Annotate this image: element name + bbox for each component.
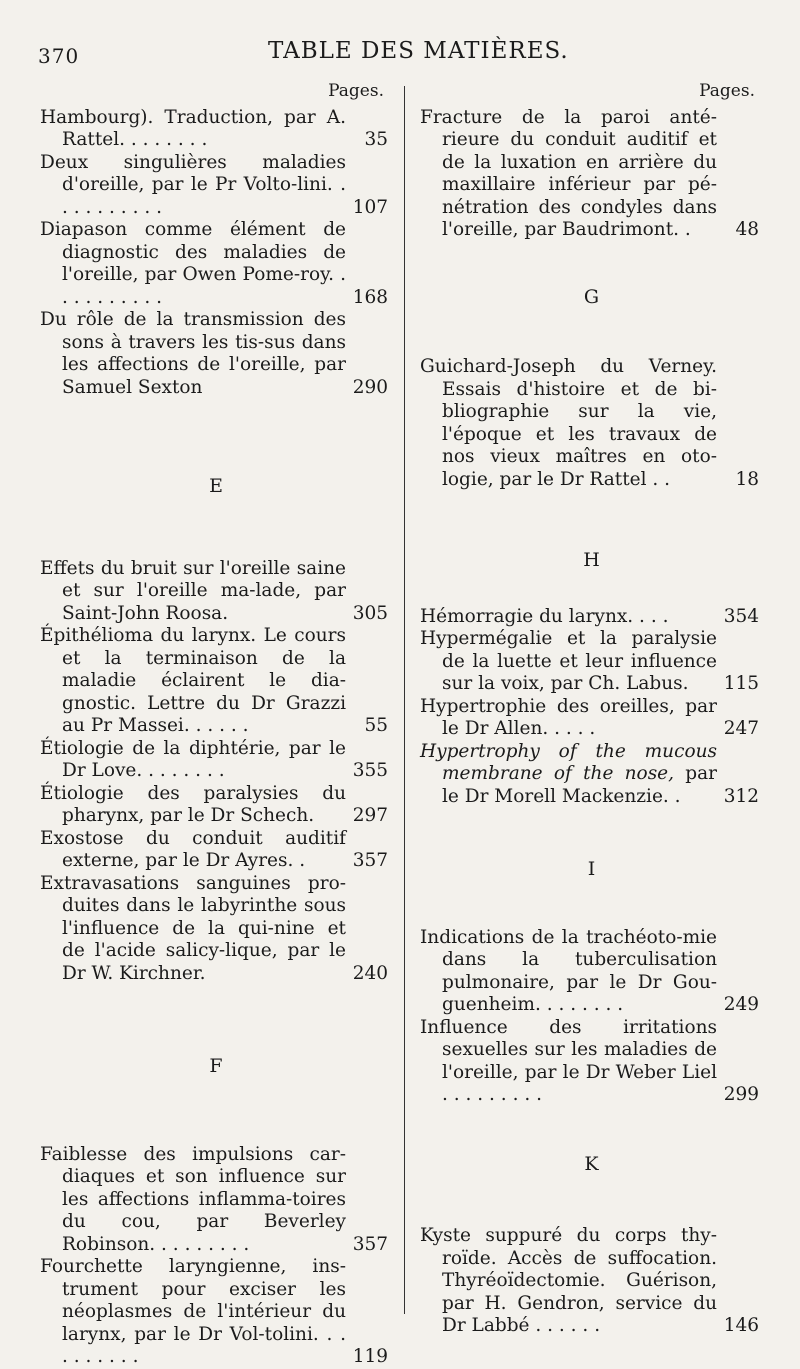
- index-entry: [40, 828, 392, 873]
- index-entry: [420, 606, 763, 629]
- entry-author: par le Dr Morell Mackenzie. .: [442, 763, 717, 807]
- entry-text: Influence des irritations sexuelles sur les maladies de l'oreille, par le Dr Weber Liel . . . . . . . . .: [420, 1016, 717, 1105]
- entry-text: Étiologie des paralysies du pharynx, par le Dr Schech.: [40, 782, 346, 826]
- entry-page: 357: [352, 850, 388, 871]
- entry-text: Faiblesse des impulsions car-diaques et son influence sur les affections inflamma-toires du cou, par Beverley Robinson. . . . . . . . .: [40, 1143, 346, 1255]
- index-entry: [40, 873, 392, 986]
- entry-page: 168: [352, 286, 388, 308]
- entry-text: Fourchette laryngienne, ins-trument pour exciser les néoplasmes de l'intérieur du larynx, par le Dr Vol-tolini. . . . . . . . . .: [40, 1256, 346, 1367]
- entry-page: 55: [364, 715, 388, 736]
- page-header: [38, 38, 778, 78]
- entry-page: 312: [723, 785, 759, 807]
- index-entry: [40, 309, 392, 399]
- entry-page: 299: [723, 1084, 759, 1105]
- entry-page: 35: [364, 129, 388, 150]
- index-entry: [40, 738, 392, 783]
- index-entry: [40, 219, 392, 309]
- entry-page: 146: [723, 1315, 759, 1336]
- index-entry: [40, 558, 392, 626]
- entry-page: 119: [352, 1346, 388, 1367]
- section-letter-g: G: [583, 285, 600, 308]
- entry-text: Effets du bruit sur l'oreille saine et sur l'oreille ma-lade, par Saint-John Roosa.: [40, 557, 346, 624]
- entry-page: 107: [352, 196, 388, 218]
- right-column: [420, 80, 763, 1336]
- index-entry: [40, 152, 392, 220]
- entry-page: 240: [352, 962, 388, 984]
- index-entry: [40, 1256, 392, 1369]
- entry-text: Kyste suppuré du corps thy-roïde. Accès de suffocation. Thyréoïdectomie. Guérison, par H. Gendron, service du Dr Labbé . . . . . .: [420, 1225, 717, 1336]
- entry-text: Du rôle de la transmission des sons à travers les tis-sus dans les affections de l'oreille, par Samuel Sexton: [40, 309, 346, 398]
- entry-page: 305: [352, 602, 388, 624]
- index-entry: [40, 625, 392, 738]
- index-entry: [40, 1144, 392, 1257]
- column-divider: [404, 86, 405, 1314]
- entry-text: Épithélioma du larynx. Le cours et la terminaison de la maladie éclairent le dia-gnostic. Lettre du Dr Grazzi au Pr Massei. . . . . .: [40, 625, 346, 736]
- entry-text: Hypermégalie et la paralysie de la luette et leur influence sur la voix, par Ch. Labus.: [420, 628, 717, 694]
- index-entry: [420, 356, 763, 491]
- entry-text: Exostose du conduit auditif externe, par le Dr Ayres. .: [40, 827, 346, 871]
- index-entry: [420, 1225, 763, 1338]
- entry-page: 48: [735, 219, 759, 240]
- entry-page: 357: [352, 1233, 388, 1255]
- index-entry: [420, 741, 763, 809]
- section-letter-h: H: [583, 549, 600, 571]
- entry-text: Deux singulières maladies d'oreille, par le Pr Volto-lini. . . . . . . . . . .: [40, 151, 346, 218]
- index-entry: [420, 1017, 763, 1107]
- index-entry: [420, 927, 763, 1017]
- entry-page: 290: [352, 376, 388, 398]
- page-title: TABLE DES MATIÈRES.: [268, 38, 569, 64]
- section-letter-i: I: [587, 858, 596, 880]
- entry-page: 18: [735, 468, 759, 490]
- entry-page: 297: [352, 805, 388, 826]
- section-letter-e: E: [209, 475, 223, 497]
- section-letter-k: K: [584, 1152, 599, 1175]
- index-entry: [420, 696, 763, 741]
- entry-text: Hémorragie du larynx. . . .: [420, 605, 669, 627]
- entry-page: 247: [723, 718, 759, 739]
- entry-text: Indications de la trachéoto-mie dans la tuberculisation pulmonaire, par le Dr Gou-guenheim. . . . . . . .: [420, 926, 717, 1015]
- entry-page: 115: [723, 673, 759, 694]
- entry-page: 355: [352, 760, 388, 781]
- entry-page: 249: [723, 994, 759, 1015]
- entry-italic-title: Hypertrophy of the mucous membrane of the nose,: [420, 740, 717, 784]
- entry-text: Hypertrophie des oreilles, par le Dr Allen. . . . .: [420, 695, 717, 739]
- entry-text: Extravasations sanguines pro-duites dans le labyrinthe sous l'influence de la qui-nine et de l'acide salicy-lique, par le Dr W. Kirchner.: [40, 872, 346, 984]
- index-entry: [40, 107, 392, 152]
- pages-label: Pages.: [699, 81, 755, 101]
- pages-label: Pages.: [328, 81, 384, 101]
- section-letter-f: F: [209, 1055, 223, 1077]
- index-entry: [40, 783, 392, 828]
- page-number: 370: [38, 44, 80, 68]
- entry-page: 354: [723, 605, 759, 627]
- entry-text: Fracture de la paroi anté-rieure du conduit auditif et de la luxation en arrière du maxillaire inférieur par pé-nétration des condyles dans l'oreille, par Baudrimont. .: [420, 106, 717, 240]
- index-entry: [420, 628, 763, 696]
- entry-text: [420, 741, 717, 809]
- entry-text: Étiologie de la diphtérie, par le Dr Love. . . . . . . .: [40, 737, 346, 781]
- left-column: [40, 80, 392, 1367]
- entry-text: Hambourg). Traduction, par A. Rattel. . . . . . . .: [40, 106, 346, 150]
- entry-text: Guichard-Joseph du Verney. Essais d'histoire et de bi-bliographie sur la vie, l'époque et les travaux de nos vieux maîtres en oto-logie, par le Dr Rattel . .: [420, 356, 717, 490]
- entry-text: Diapason comme élément de diagnostic des maladies de l'oreille, par Owen Pome-roy. . . . . . . . . . .: [40, 219, 346, 308]
- index-entry: [420, 107, 763, 242]
